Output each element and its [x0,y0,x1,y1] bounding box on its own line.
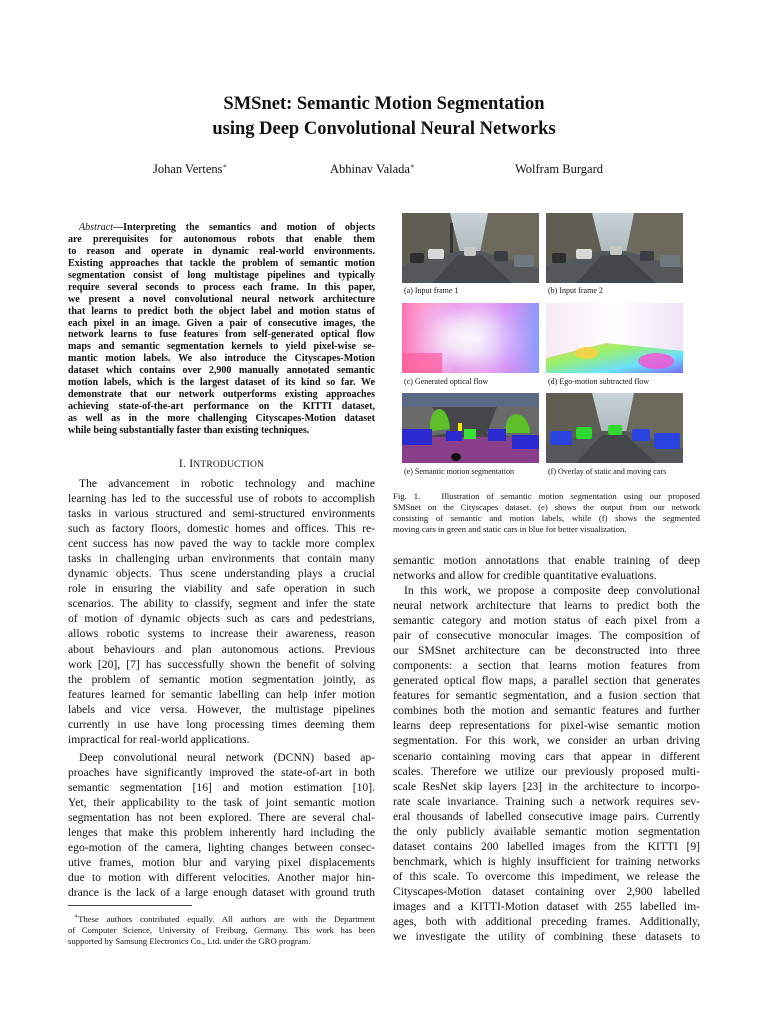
text-line: segmentation consist of long multistage pipelines and typically [68,269,375,281]
text-line: scenarios. The ability to classify, segment and infer the state [68,597,375,611]
subcaption-c: (c) Generated optical flow [404,377,489,386]
input-frame-2-image [546,213,683,283]
text-line: pair of consecutive monocular images. The composition of [393,629,700,643]
text-line: work [20], [7] has successfully shown the benefit of solving [68,657,375,671]
text-line: scale ResNet skip layers [23] in the architecture to incorpo- [393,779,700,793]
text-line-content: Illustration of semantic motion segmentation using our proposed [441,491,700,501]
text-line: features learned for semantic labelling can help infer motion [68,687,375,701]
text-line: dynamic objects. Thus scene understanding plays a crucial [68,567,375,581]
text-line: learns deep representations for pixel-wise semantic motion [393,719,700,733]
intro-paragraph-2 [68,750,375,900]
text-line: we present a novel convolutional neural network architecture [68,293,375,305]
text-line: due to motion with different velocities. Another major hin- [68,871,375,885]
text-line: about behaviours and plan autonomous actions. Previous [68,642,375,656]
text-line: components: a section that learns motion features from [393,659,700,673]
text-line: semantic motion annotations that enable training of deep [393,554,700,567]
section-title-rest: NTRODUCTION [193,460,265,470]
ego-motion-flow-image [546,303,683,373]
text-line: scenario containing moving cars that appear in different [393,749,700,763]
abstract-dash: — [113,222,124,233]
text-line: ages, both with additional preceding frames. Additionally, [393,915,700,929]
text-line: of Computer Science, University of Freiburg, Germany. This work has been [68,924,375,935]
text-line: labels and vice versa. However, the multistage pipelines [68,702,375,716]
author-3 [515,162,603,177]
author-mark: ∗ [222,162,228,170]
author-2 [330,162,415,177]
text-line: to reason and operate in dynamic real-world environments. [68,245,375,257]
subcaption-b: (b) Input frame 2 [548,286,603,295]
text-line-content: Interpreting the semantics and motion of objects [123,222,375,233]
figure-caption [393,491,700,535]
subcaption-e: (e) Semantic motion segmentation [404,467,514,476]
author-name: Abhinav Valada [330,162,410,177]
text-line: the problem of semantic motion segmentation jointly, as [68,672,375,686]
text-line: motion labels, which is the largest dataset of its kind so far. We [68,377,375,389]
text-line: consisting of semantic and motion labels, while (f) shows the segmented [393,512,700,523]
text-line: role in ensuring the viability and safe operation in such [68,582,375,596]
section-heading-introduction [68,457,375,470]
subcaption-d: (d) Ego-motion subtracted flow [548,377,650,386]
text-line: Existing approaches that tackle the problem of semantic motion [68,257,375,269]
subcaption-a: (a) Input frame 1 [404,286,459,295]
text-line: mantic motion labels. We also introduce the Cityscapes-Motion [68,353,375,365]
text-line: moving cars in green and static cars in blue for better visualization. [393,523,627,534]
text-line: Deep convolutional neural network (DCNN) based ap- [79,751,375,764]
text-line: the only publicly available semantic motion segmentation [393,824,700,838]
abstract [68,222,375,437]
text-line: utive frames, motion blur and varying pixel displacements [68,856,375,870]
text-line: features for semantic segmentation, and a fusion section that [393,689,700,703]
text-line: of this scale. To overcome this impediment, we release the [393,869,700,883]
text-line: Cityscapes-Motion dataset containing over 2,900 labelled [393,884,700,898]
subcaption-f: (f) Overlay of static and moving cars [548,467,667,476]
intro-paragraph-1 [68,476,375,747]
text-line: learning has led to the successful use of robots to accomplish [68,492,375,506]
semantic-motion-segmentation-image [402,393,539,463]
author-name: Wolfram Burgard [515,162,603,176]
text-line: achieving state-of-the-art performance on the KITTI dataset, [68,401,375,413]
text-line: networks and allow for credible quantitative evaluations. [393,569,657,583]
text-line: of motion of dynamic objects such as cars and pedestrians, [68,612,375,626]
text-line [393,491,700,502]
text-line: lenges that make this problem inherently hard including the [68,826,375,840]
text-line: combines both the motion and semantic features and further [393,704,700,718]
text-line: proaches have significantly improved the state-of-art in both [68,766,375,780]
author-1 [153,162,227,177]
text-line: drance is the lack of a large enough dataset with ground truth [68,886,375,900]
text-line: currently in use have long processing times deeming them [68,717,375,731]
text-line: supported by Samsung Electronics Co., Ltd. under the GRO program. [68,935,311,946]
text-line: require several seconds to process each frame. In this paper, [68,281,375,293]
text-line: allows robotic systems to increase their awareness, reason [68,627,375,641]
text-line: our SMSnet architecture can be deconstructed into three [393,644,700,658]
text-line: images and a KITTI-Motion dataset with 255 labelled im- [393,899,700,913]
intro-paragraph-3 [393,553,700,583]
text-line: demonstrate that our network outperforms existing approaches [68,389,375,401]
text-line: semantic segmentation [16] and motion estimation [10]. [68,781,375,795]
intro-paragraph-4 [393,583,700,944]
footnote-rule [68,905,192,906]
text-line: dataset which contains over 2,900 manually annotated semantic [68,365,375,377]
text-line: network learns to fuse features from self-generated optical flow [68,329,375,341]
abstract-label: Abstract [79,222,114,233]
paper-title-line-1: SMSnet: Semantic Motion Segmentation [223,94,545,114]
text-line: neural network architecture that learns to predict both the [393,599,700,613]
text-line: maps and semantic segmentation kernels to yield pixel-wise se- [68,341,375,353]
input-frame-1-image [402,213,539,283]
text-line: semantic category and motion status of each pixel from a [393,614,700,628]
text-line: we investigate the utility of combining these datasets to [393,930,700,944]
text-line: such as factory floors, domestic homes and offices. This re- [68,522,375,536]
text-line: each pixel in an image. Given a pair of consecutive images, the [68,317,375,329]
paper-title-line-2: using Deep Convolutional Neural Networks [212,119,556,139]
figure-label: Fig. 1. [393,491,442,501]
text-line: segmentation. For this work, we consider an urban driving [393,734,700,748]
text-line: generated optical flow maps, a parallel section that generates [393,674,700,688]
text-line: as well as in the more challenging Cityscapes-Motion dataset [68,413,375,424]
text-line: impractical for real-world applications. [68,732,250,746]
text-line: are prerequisites for autonomous robots that enable them [68,233,375,245]
section-numeral: I. [178,457,187,470]
text-line: rate scale invariance. Training such a network requires sev- [393,794,700,808]
text-line: dataset contains 200 labelled images from the KITTI [9] [393,839,700,853]
text-line: In this work, we propose a composite deep convolutional [404,584,700,597]
text-line: benchmark, which is highly insufficient for training networks [393,854,700,868]
text-line: while being substantially faster than existing techniques. [68,424,310,436]
text-line: tasks in various structured and semi-structured environments [68,507,375,521]
text-line: that learns to predict both the object label and motion status of [68,305,375,317]
text-line: eral thousands of labelled consecutive image pairs. Currently [393,809,700,823]
text-line: segmentation has not been explored. There are several chal- [68,811,375,825]
optical-flow-image [402,303,539,373]
text-line: The advancement in robotic technology and machine [79,477,375,490]
author-mark: ∗ [409,162,415,170]
text-line: cent success has now paved the way to tackle more complex [68,537,375,551]
text-line: ego-motion of the camera, lighting changes between consec- [68,841,375,855]
text-line-content: These authors contributed equally. All authors are with the Department [78,913,375,924]
text-line [68,222,375,234]
overlay-static-moving-cars-image [546,393,683,463]
author-name: Johan Vertens [153,162,223,177]
text-line [68,912,375,925]
text-line: Yet, their applicability to the task of joint semantic motion [68,796,375,810]
text-line: tasks in challenging urban environments that contain many [68,552,375,566]
section-title-first: I [189,457,194,470]
footnote-mark: ∗ [74,914,79,920]
footnote [68,912,375,947]
text-line: scales. Therefore we utilize our previously proposed multi- [393,764,700,778]
text-line: SMSnet on the Cityscapes dataset. (e) shows the output from our network [393,501,700,512]
